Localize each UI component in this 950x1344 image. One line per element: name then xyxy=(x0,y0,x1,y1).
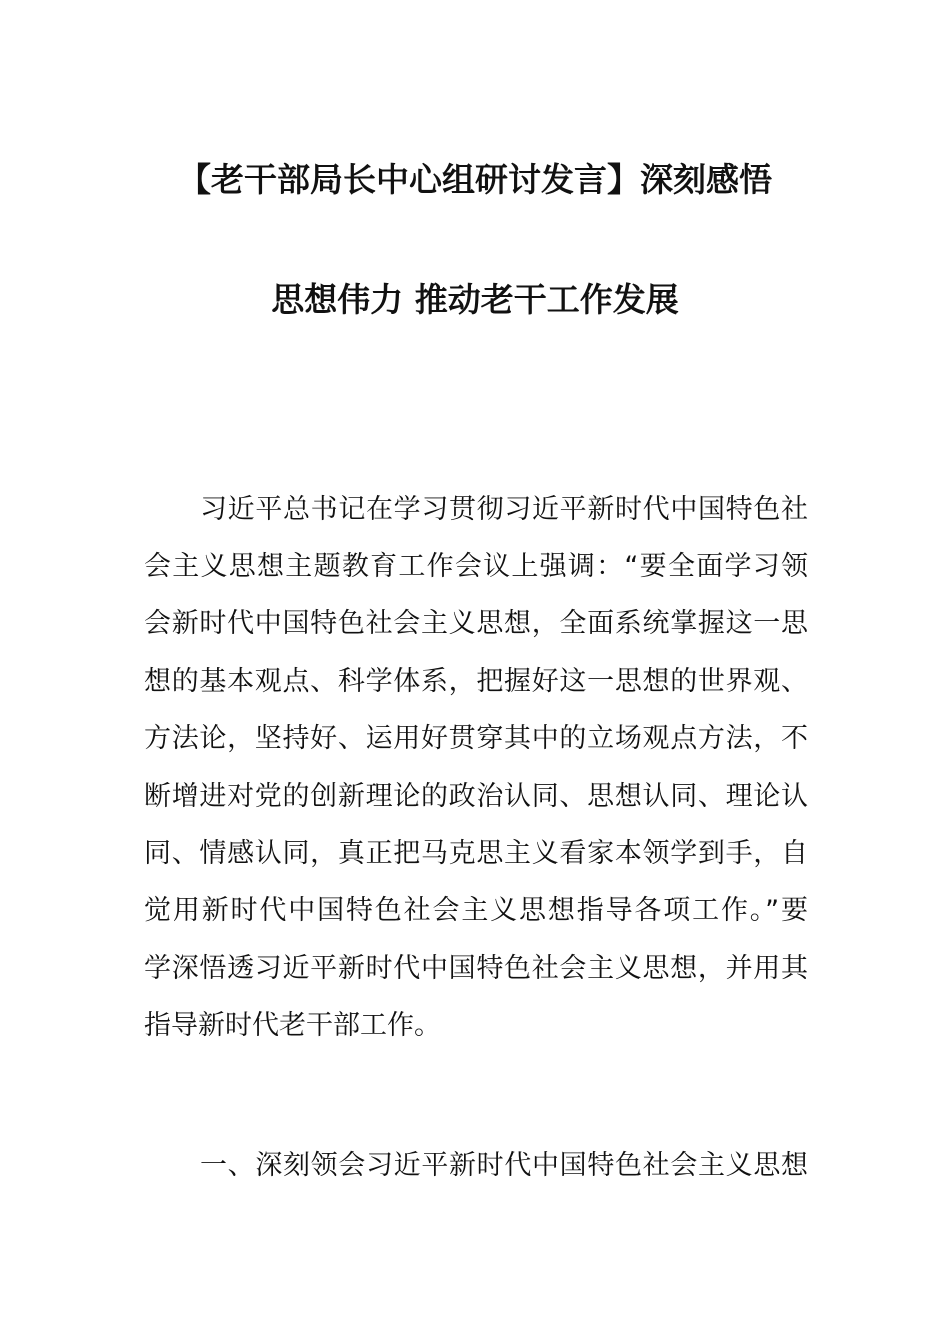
document-title-line-1: 【老干部局长中心组研讨发言】深刻感悟 xyxy=(178,160,772,199)
section-1-heading: 一、深刻领会习近平新时代中国特色社会主义思想 xyxy=(200,1150,808,1181)
paragraph-1-line-4: 想的基本观点、科学体系，把握好这一思想的世界观、 xyxy=(144,666,808,697)
paragraph-1-line-9: 学深悟透习近平新时代中国特色社会主义思想，并用其 xyxy=(144,953,808,984)
paragraph-1-line-8: 觉用新时代中国特色社会主义思想指导各项工作。”要 xyxy=(144,895,808,926)
document-title-line-2: 思想伟力 推动老干工作发展 xyxy=(271,280,679,319)
paragraph-1-line-5: 方法论，坚持好、运用好贯穿其中的立场观点方法，不 xyxy=(144,723,808,754)
paragraph-1-line-6: 断增进对党的创新理论的政治认同、思想认同、理论认 xyxy=(144,781,808,812)
paragraph-1-line-2: 会主义思想主题教育工作会议上强调：“要全面学习领 xyxy=(144,551,808,582)
paragraph-1-line-7: 同、情感认同，真正把马克思主义看家本领学到手，自 xyxy=(144,838,808,869)
paragraph-1-line-10: 指导新时代老干部工作。 xyxy=(144,1010,441,1041)
paragraph-1-line-1: 习近平总书记在学习贯彻习近平新时代中国特色社 xyxy=(200,494,808,525)
paragraph-1-line-3: 会新时代中国特色社会主义思想，全面系统掌握这一思 xyxy=(144,608,808,639)
